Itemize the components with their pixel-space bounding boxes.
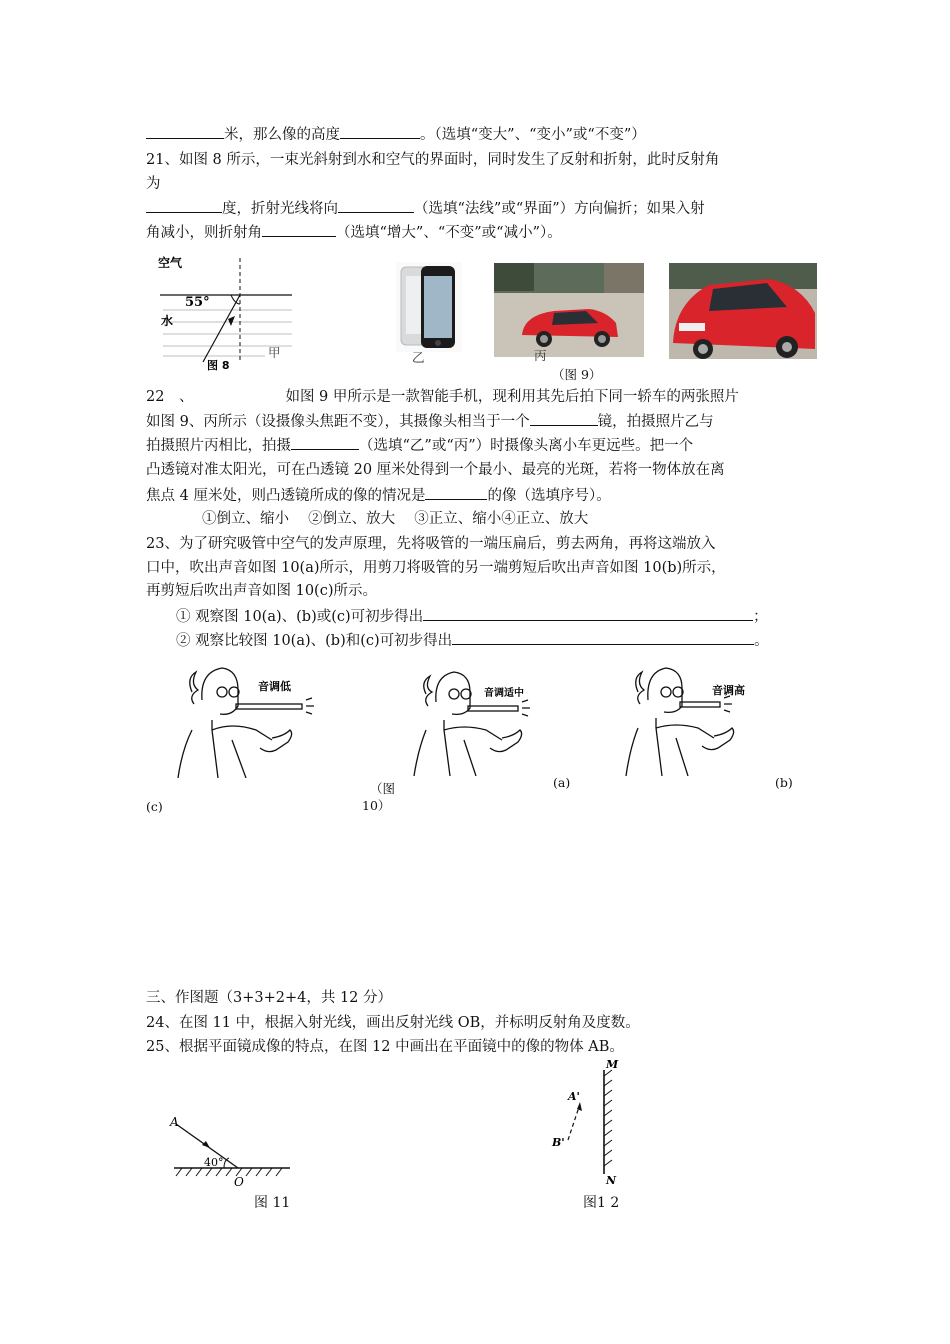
label-water: 水	[161, 314, 174, 328]
figure-9-caption: （图 9）	[552, 367, 602, 382]
point-o-label: O	[234, 1175, 244, 1189]
q20-line	[146, 124, 646, 145]
label-bing: 丙	[534, 348, 547, 363]
answer-blank[interactable]	[452, 630, 754, 645]
answer-blank[interactable]	[262, 222, 336, 237]
label-air: 空气	[158, 256, 183, 270]
angle-label: 40°	[204, 1156, 224, 1169]
label-angle: 55°	[185, 295, 210, 310]
q22-number: 22 、	[146, 389, 194, 405]
answer-blank[interactable]	[530, 411, 598, 426]
point-a-label: A	[170, 1115, 179, 1129]
label-pitch-mid: 音调适中	[484, 688, 524, 699]
q20-options: 。（选填“变大”、“变小”或“不变”）	[420, 127, 646, 143]
figure-10-label-b: (b)	[775, 775, 793, 790]
figure-10-person-high	[622, 660, 758, 776]
q25: 25、根据平面镜成像的特点，在图 12 中画出在平面镜中的像的物体 AB。	[146, 1039, 624, 1055]
point-n-label: N	[606, 1174, 617, 1186]
q22-choices: ①倒立、缩小 ②倒立、放大 ③正立、缩小④正立、放大	[202, 511, 589, 527]
answer-blank[interactable]	[338, 198, 414, 213]
q22-text: 的像（选填序号）。	[487, 488, 611, 504]
label-pitch-low: 音调低	[258, 680, 291, 693]
answer-blank[interactable]	[340, 124, 420, 139]
punctuation: 。	[754, 633, 769, 649]
answer-blank[interactable]	[146, 124, 224, 139]
q22-text: （选填“乙”或“丙”）时摄像头离小车更远些。把一个	[359, 438, 694, 454]
figure-11-caption: 图 11	[254, 1195, 291, 1211]
q21-line4	[146, 222, 562, 243]
figure-10-caption-top: （图	[370, 781, 396, 796]
photo-car-near	[669, 263, 817, 359]
q23-line2: 口中，吹出声音如图 10(a)所示，用剪刀将吸管的另一端剪短后吹出声音如图 10(b)所示，	[146, 560, 726, 576]
q22-line2	[146, 411, 714, 432]
q21-line1: 21、如图 8 所示，一束光斜射到水和空气的界面时，同时发生了反射和折射，此时反射角	[146, 152, 720, 168]
q24: 24、在图 11 中，根据入射光线，画出反射光线 OB，并标明反射角及度数。	[146, 1015, 640, 1031]
figure-8-caption: 图 8	[207, 359, 230, 372]
point-b-prime-label: B'	[552, 1136, 565, 1149]
answer-blank[interactable]	[423, 606, 753, 621]
label-pitch-high: 音调高	[712, 684, 745, 697]
point-a-prime-label: A'	[568, 1090, 580, 1103]
answer-blank[interactable]	[146, 198, 222, 213]
figure-11-reflection	[162, 1112, 302, 1190]
q22-line5	[146, 485, 611, 506]
figure-10-label-c: (c)	[146, 799, 163, 814]
q21-text: 度，折射光线将向	[222, 201, 338, 217]
q20-text: 米，那么像的高度	[224, 127, 340, 143]
figure-10-person-low	[172, 660, 322, 778]
answer-blank[interactable]	[425, 485, 487, 500]
q21-line2: 为	[146, 176, 161, 192]
q23-item2	[176, 630, 769, 651]
q22-line4: 凸透镜对准太阳光，可在凸透镜 20 厘米处得到一个最小、最亮的光斑，若将一物体放在离	[146, 462, 725, 478]
point-m-label: M	[606, 1058, 619, 1071]
punctuation: ；	[753, 609, 768, 625]
q21-text: 角减小，则折射角	[146, 225, 262, 241]
figure-12-caption: 图1 2	[583, 1195, 620, 1211]
q22-text: 焦点 4 厘米处，则凸透镜所成的像的情况是	[146, 488, 426, 504]
q22-text: 镜，拍摄照片乙与	[597, 414, 714, 430]
q22-text: 如图 9、丙所示（设摄像头焦距不变），其摄像头相当于一个	[146, 414, 530, 430]
photo-phone	[396, 262, 462, 352]
section-3-title: 三、作图题（3+3+2+4，共 12 分）	[146, 990, 393, 1006]
q23-item1	[176, 606, 768, 627]
q23-item2-text: ② 观察比较图 10(a)、(b)和(c)可初步得出	[176, 633, 453, 649]
q22-text: 如图 9 甲所示是一款智能手机，现利用其先后拍下同一轿车的两张照片	[285, 389, 739, 405]
q23-line3: 再剪短后吹出声音如图 10(c)所示。	[146, 583, 377, 599]
q21-text: （选填“增大”、“不变”或“减小”）。	[336, 225, 562, 241]
q23-item1-text: ① 观察图 10(a)、(b)或(c)可初步得出	[176, 609, 424, 625]
figure-10-label-a: (a)	[553, 775, 571, 790]
answer-blank[interactable]	[291, 435, 359, 450]
q22-line3	[146, 435, 693, 456]
label-yi: 乙	[412, 350, 425, 365]
label-jia: 甲	[268, 345, 281, 360]
q21-text: （选填“法线”或“界面”）方向偏折；如果入射	[414, 201, 705, 217]
figure-10-person-mid	[410, 664, 546, 776]
q22-text: 拍摄照片丙相比，拍摄	[146, 438, 291, 454]
q21-line3	[146, 198, 705, 219]
q22-line1	[146, 387, 739, 407]
figure-10-caption-bottom: 10）	[362, 798, 391, 813]
photo-car-far	[494, 263, 644, 357]
figure-12-plane-mirror	[546, 1058, 626, 1186]
q23-line1: 23、为了研究吸管中空气的发声原理，先将吸管的一端压扁后，剪去两角，再将这端放入	[146, 536, 716, 552]
